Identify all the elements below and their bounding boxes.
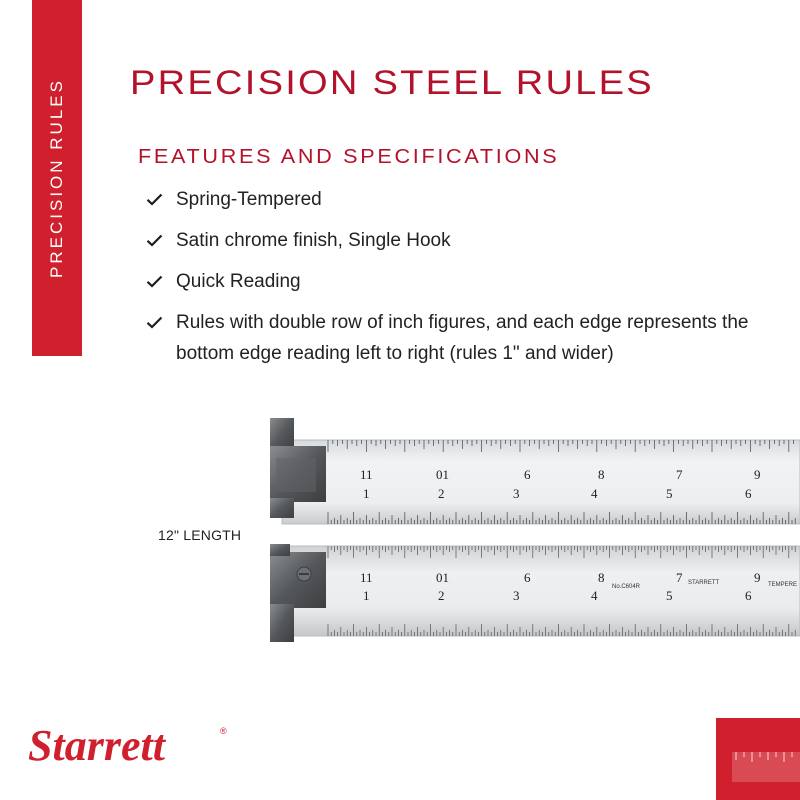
svg-text:Starrett: Starrett [28,721,165,770]
rule-number: 5 [666,486,673,501]
rule-number: 7 [676,467,683,482]
rule-number: 2 [438,588,445,603]
rule-blade [282,440,800,524]
feature-item [146,184,786,215]
steel-rule-bottom [268,540,800,650]
rule-number: 5 [666,588,673,603]
feature-item [146,307,786,369]
feature-item [146,266,786,297]
checkmark-icon [146,316,163,329]
feature-text: Rules with double row of inch figures, and each edge represents the bottom edge reading left to right (rules 1" and wider) [176,312,749,364]
rule-number: 3 [513,588,520,603]
rule-number: 01 [436,570,449,585]
rule-number: 6 [745,588,752,603]
rule-blade [282,546,800,636]
imprint-model: No.C604R [612,584,641,590]
rule-number: 6 [524,570,531,585]
rule-number: 01 [436,467,449,482]
steel-rule-top [268,418,800,528]
rule-number: 1 [363,588,370,603]
rule-number: 11 [360,570,373,585]
rule-number: 3 [513,486,520,501]
feature-item [146,225,786,256]
svg-text:®: ® [220,726,227,736]
starrett-logo [28,718,238,774]
rule-number: 8 [598,467,605,482]
rule-number: 4 [591,486,598,501]
feature-text: Spring-Tempered [176,189,322,210]
rule-number: 6 [745,486,752,501]
imprint-temper: TEMPERE [768,582,798,588]
rule-number: 11 [360,467,373,482]
corner-rule-graphic [716,718,800,800]
rule-number: 9 [754,467,761,482]
imprint-brand: STARRETT [688,580,720,586]
feature-list [146,184,786,379]
section-heading: FEATURES AND SPECIFICATIONS [138,146,560,168]
checkmark-icon [146,275,163,288]
page-title: PRECISION STEEL RULES [130,64,654,102]
rule-number: 4 [591,588,598,603]
rule-number: 9 [754,570,761,585]
rule-number: 6 [524,467,531,482]
rule-number: 1 [363,486,370,501]
side-tab [32,0,82,356]
length-label: 12" LENGTH [158,527,242,543]
feature-text: Satin chrome finish, Single Hook [176,230,451,251]
feature-text: Quick Reading [176,271,301,292]
rule-number: 8 [598,570,605,585]
checkmark-icon [146,234,163,247]
rule-number: 2 [438,486,445,501]
side-tab-label: PRECISION RULES [47,78,66,278]
checkmark-icon [146,193,163,206]
rule-number: 7 [676,570,683,585]
